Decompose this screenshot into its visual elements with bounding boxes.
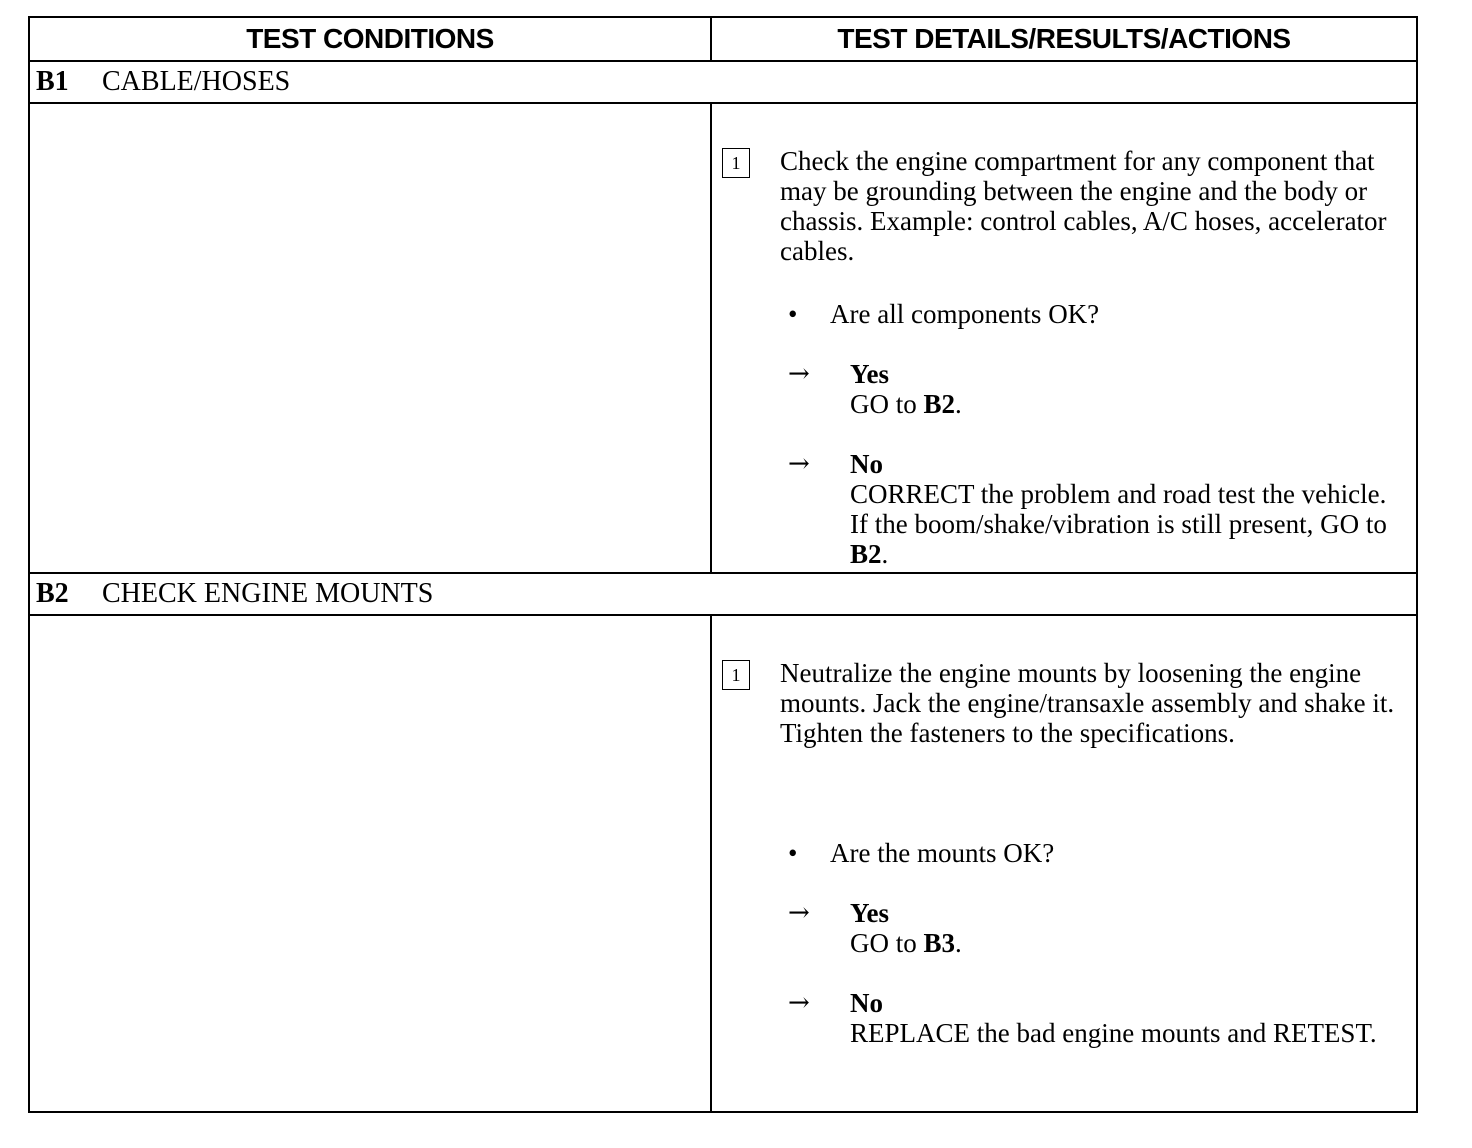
no-label: No [850, 988, 883, 1018]
step-reference: B3 [923, 928, 956, 958]
section-title: CABLE/HOSES [102, 66, 291, 97]
step-reference: B2 [850, 539, 882, 569]
arrow-right-icon: → [788, 359, 810, 389]
yes-branch [788, 359, 1408, 419]
no-action: CORRECT the problem and road test the vehicle. If the boom/shake/vibration is still present, GO to B2. [850, 479, 1387, 569]
yes-label: Yes [850, 898, 889, 928]
question-text: Are all components OK? [830, 299, 1100, 329]
test-conditions-cell [30, 104, 712, 572]
diagnostic-table [28, 16, 1418, 1113]
question-line [788, 838, 1054, 868]
test-details-cell [712, 616, 1416, 1111]
step-reference: B2 [923, 389, 956, 419]
step-number-box: 1 [722, 148, 750, 178]
no-label: No [850, 449, 883, 479]
test-conditions-cell [30, 616, 712, 1111]
step-instruction: Neutralize the engine mounts by loosening the engine mounts. Jack the engine/transaxle assembly and shake it. Tighten the fasteners to the specifications. [780, 658, 1395, 748]
step-instruction: Check the engine compartment for any component that may be grounding between the engine and the body or chassis. Example: control cables, A/C hoses, accelerator cables. [780, 146, 1387, 266]
header-test-details: TEST DETAILS/RESULTS/ACTIONS [837, 23, 1291, 54]
header-test-conditions: TEST CONDITIONS [30, 18, 712, 60]
no-branch [788, 449, 1408, 569]
section-b2-body [30, 616, 1416, 1111]
bullet-icon: • [788, 299, 798, 329]
arrow-right-icon: → [788, 988, 810, 1018]
question-text: Are the mounts OK? [830, 838, 1055, 868]
section-b1-title-row [30, 62, 1416, 104]
section-b1-body [30, 104, 1416, 574]
section-b2-title-row [30, 574, 1416, 616]
step-number-box: 1 [722, 660, 750, 690]
bullet-icon: • [788, 838, 798, 868]
yes-branch [788, 898, 1408, 958]
arrow-right-icon: → [788, 449, 810, 479]
table-header [30, 18, 1416, 62]
section-code: B1 [36, 66, 69, 97]
yes-action: GO to B2. [850, 389, 962, 419]
arrow-right-icon: → [788, 898, 810, 928]
question-line [788, 299, 1099, 329]
test-details-cell [712, 104, 1416, 572]
section-code: B2 [36, 578, 69, 609]
section-title: CHECK ENGINE MOUNTS [102, 578, 434, 609]
yes-action: GO to B3. [850, 928, 962, 958]
no-branch [788, 988, 1408, 1078]
yes-label: Yes [850, 359, 889, 389]
no-action: REPLACE the bad engine mounts and RETEST. [850, 1018, 1377, 1048]
